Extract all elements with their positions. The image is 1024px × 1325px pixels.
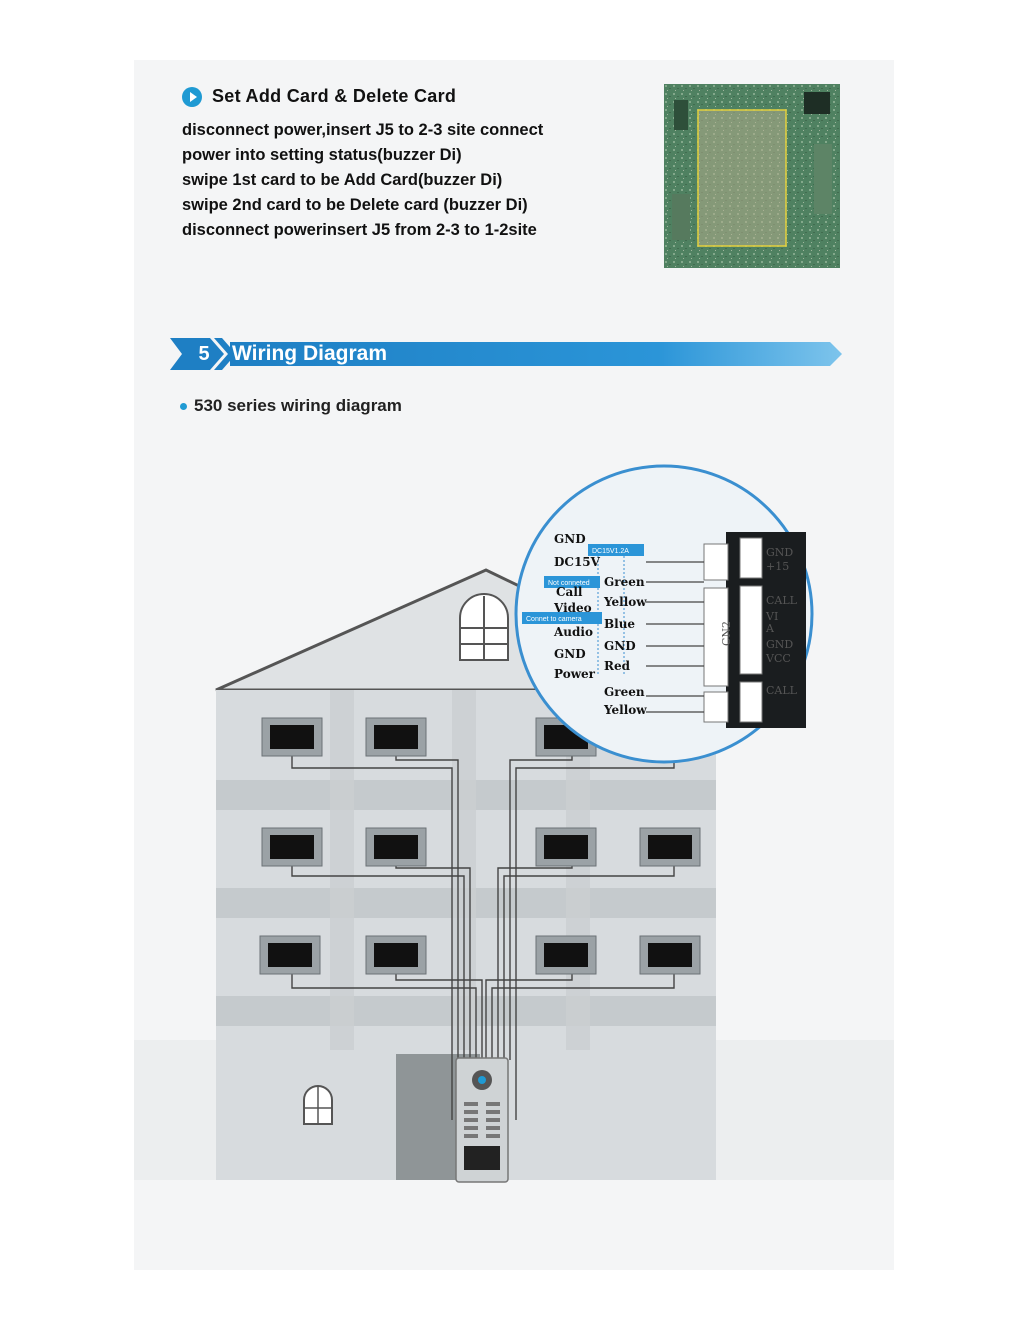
- sub-heading-text: 530 series wiring diagram: [194, 396, 402, 415]
- board-label: CN2: [720, 620, 733, 646]
- pcb-label: A: [766, 622, 774, 635]
- left-label: GND: [554, 647, 586, 661]
- wire-color-label: Yellow: [604, 703, 647, 717]
- attic-window-icon: [460, 594, 508, 660]
- section-number: 5: [198, 343, 210, 365]
- indoor-monitor: [366, 828, 426, 866]
- wire-color-label: Yellow: [604, 595, 647, 609]
- indoor-monitor: [536, 936, 596, 974]
- indoor-monitor: [536, 828, 596, 866]
- left-label: Power: [554, 667, 595, 681]
- connector-block: [740, 586, 762, 674]
- left-label: Audio: [554, 625, 593, 639]
- pcb-jumper-photo: [664, 84, 840, 268]
- pcb-label: VCC: [766, 652, 791, 665]
- pcb-label: GND: [766, 638, 794, 651]
- card-step: swipe 2nd card to be Delete card (buzzer Di): [182, 196, 528, 214]
- connector-callout: [516, 466, 812, 762]
- tag-power-rating-text: DC15V1.2A: [592, 548, 629, 555]
- tag-not-connected-text: Not conneted: [548, 580, 590, 587]
- left-label: Video: [554, 601, 592, 615]
- indoor-monitor: [260, 936, 320, 974]
- pcb-label: +15: [766, 560, 790, 573]
- card-section-title: Set Add Card & Delete Card: [212, 86, 457, 106]
- card-step: disconnect power,insert J5 to 2-3 site connect: [182, 121, 544, 139]
- indoor-monitor: [640, 936, 700, 974]
- pcb-label: CALL: [766, 684, 797, 697]
- connector-block: [704, 692, 728, 722]
- wire-color-label: Green: [604, 575, 645, 589]
- outdoor-door-panel: [456, 1058, 508, 1182]
- pcb-label: GND: [766, 546, 794, 559]
- indoor-monitor: [366, 936, 426, 974]
- indoor-monitor: [262, 718, 322, 756]
- card-reader-icon: [464, 1146, 500, 1170]
- wire-color-label: Red: [604, 659, 630, 673]
- tag-camera-text: Connet to camera: [526, 616, 582, 623]
- card-step: swipe 1st card to be Add Card(buzzer Di): [182, 171, 503, 189]
- card-step: power into setting status(buzzer Di): [182, 146, 462, 164]
- pcb-label: VI: [766, 610, 779, 623]
- bullet-dot-icon: [180, 403, 187, 410]
- ground-window-icon: [304, 1086, 332, 1124]
- pcb-label: CALL: [766, 594, 797, 607]
- connector-block: [704, 544, 728, 580]
- wire-color-label: GND: [604, 639, 636, 653]
- section-title: Wiring Diagram: [232, 342, 387, 365]
- left-label: GND: [554, 532, 586, 546]
- connector-block: [740, 538, 762, 578]
- sub-heading: [180, 396, 402, 416]
- indoor-monitor: [640, 828, 700, 866]
- play-bullet-icon: [182, 87, 202, 107]
- connector-block: [740, 682, 762, 722]
- wiring-diagram: [134, 440, 894, 1200]
- card-steps-list: [182, 118, 543, 243]
- indoor-monitor: [262, 828, 322, 866]
- section-banner: [170, 338, 842, 370]
- card-step: disconnect powerinsert J5 from 2-3 to 1-2site: [182, 221, 537, 239]
- card-section-heading: [182, 86, 456, 107]
- indoor-monitor: [366, 718, 426, 756]
- wire-color-label: Blue: [604, 617, 636, 631]
- left-label: DC15V: [554, 555, 600, 569]
- wire-color-label: Green: [604, 685, 645, 699]
- left-label: Call: [556, 585, 583, 599]
